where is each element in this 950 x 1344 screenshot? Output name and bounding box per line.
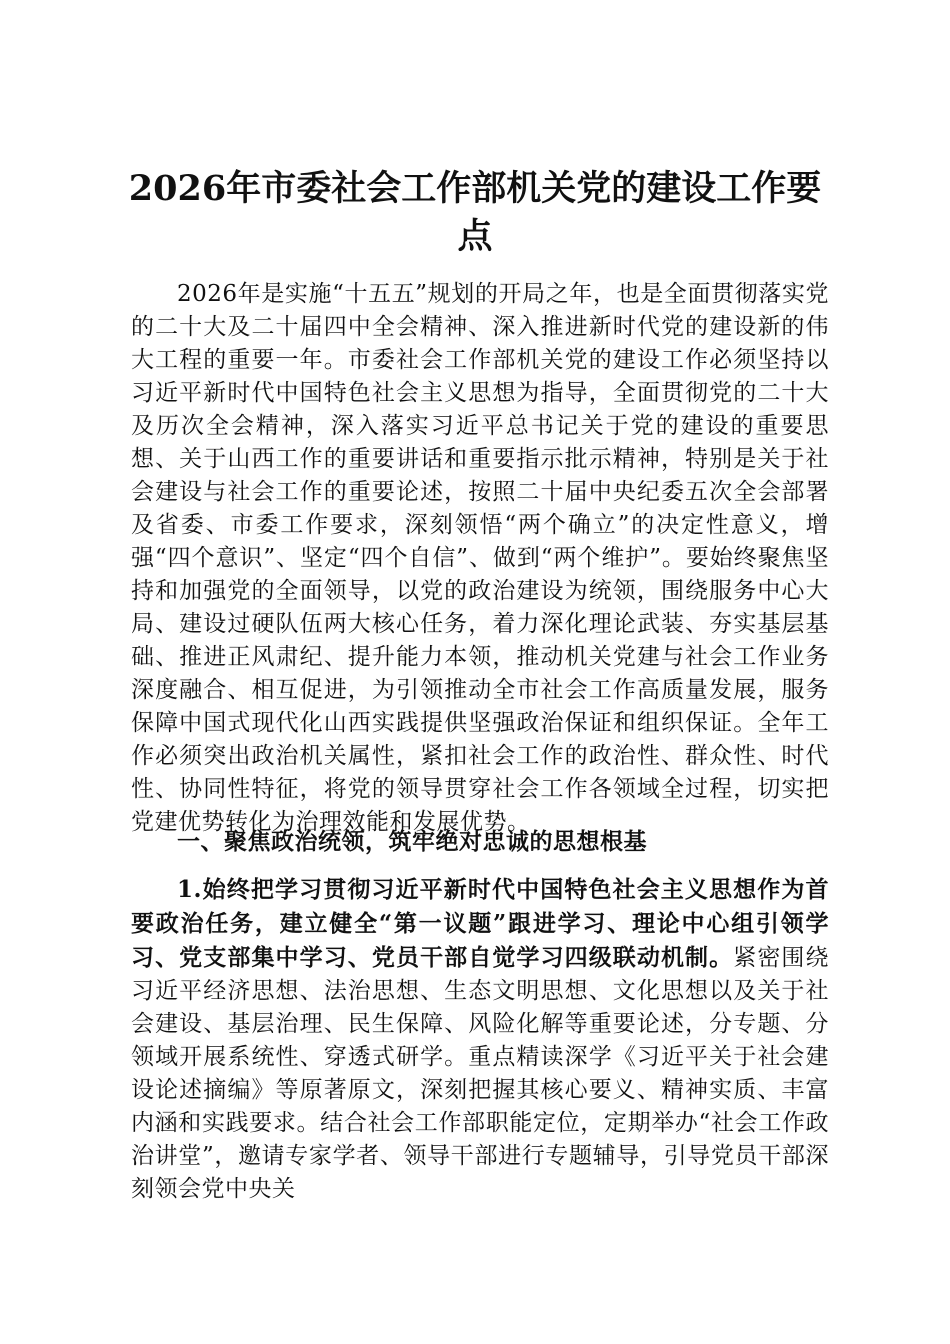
item-1-bold-lead: 1.始终把学习贯彻习近平新时代中国特色社会主义思想作为首要政治任务，建立健全“第一议题”跟进学习、理论中心组引领学习、党支部集中学习、党员干部自觉学习四级联动机制。 (131, 876, 829, 971)
section-heading-1: 一、聚焦政治统领，筑牢绝对忠诚的思想根基 (177, 828, 647, 855)
item-1-body: 紧密围绕习近平经济思想、法治思想、生态文明思想、文化思想以及关于社会建设、基层治理、民生保障、风险化解等重要论述，分专题、分领域开展系统性、穿透式研学。重点精读深学《习近平关于社会建设论述摘编》等原著原文，深刻把握其核心要义、精神实质、丰富内涵和实践要求。结合社会工作部职能定位，定期举办“社会工作政治讲堂”，邀请专家学者、领导干部进行专题辅导，引导党员干部深刻领会党中央关 (131, 945, 830, 1202)
item-1-paragraph (131, 873, 829, 1206)
intro-paragraph: 2026年是实施“十五五”规划的开局之年，也是全面贯彻落实党的二十大及二十届四中全会精神、深入推进新时代党的建设新的伟大工程的重要一年。市委社会工作部机关党的建设工作必须坚持以习近平新时代中国特色社会主义思想为指导，全面贯彻党的二十大及历次全会精神，深入落实习近平总书记关于党的建设的重要思想、关于山西工作的重要讲话和重要指示批示精神，特别是关于社会建设与社会工作的重要论述，按照二十届中央纪委五次全会部署及省委、市委工作要求，深刻领悟“两个确立”的决定性意义，增强“四个意识”、坚定“四个自信”、做到“两个维护”。要始终聚焦坚持和加强党的全面领导，以党的政治建设为统领，围绕服务中心大局、建设过硬队伍两大核心任务，着力深化理论武装、夯实基层基础、推进正风肃纪、提升能力本领，推动机关党建与社会工作业务深度融合、相互促进，为引领推动全市社会工作高质量发展，服务保障中国式现代化山西实践提供坚强政治保证和组织保证。全年工作必须突出政治机关属性，紧扣社会工作的政治性、群众性、时代性、协同性特征，将党的领导贯穿社会工作各领域全过程，切实把党建优势转化为治理效能和发展优势。 (131, 281, 829, 835)
document-title: 2026年市委社会工作部机关党的建设工作要点 (128, 168, 822, 257)
